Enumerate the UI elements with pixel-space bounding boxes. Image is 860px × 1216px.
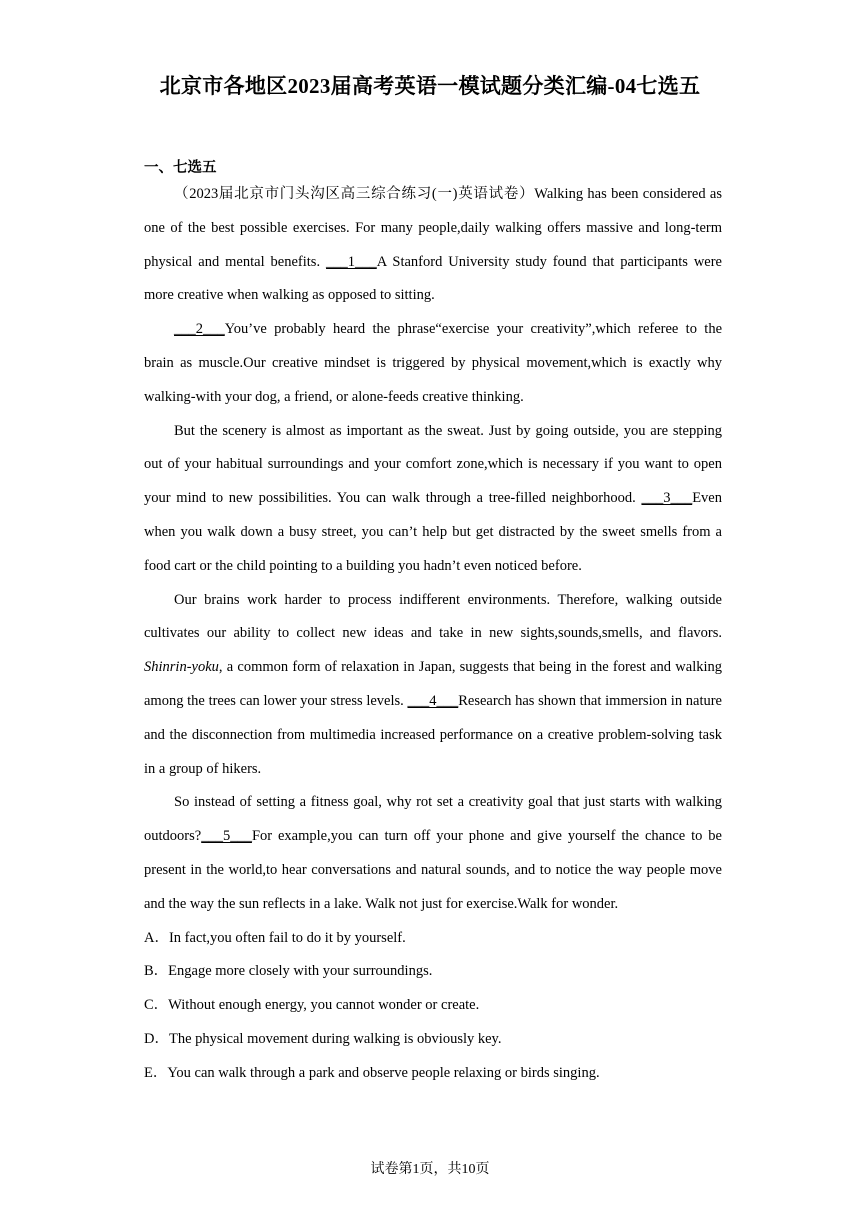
paragraph-2 (144, 313, 722, 414)
blank-4: ___4___ (407, 692, 459, 709)
source-note: （2023届北京市门头沟区高三综合练习(一)英语试卷） (174, 186, 535, 202)
paragraph-text: Research has shown that immersion in nature and the disconnection from multimedia increased performance on a creative problem-solving task in a group of hikers. (144, 692, 722, 777)
blank-5: ___5___ (201, 828, 252, 845)
paragraph-text: Walking has been considered as one of the best possible exercises. For many people,daily walking offers massive and long-term physical and mental benefits. (144, 186, 723, 270)
option-d: D．The physical movement during walking is obviously key. (144, 1030, 502, 1047)
section-heading: 一、七选五 (144, 160, 217, 176)
paragraph-5 (144, 786, 722, 921)
paragraph-text: Our brains work harder to process indifferent environments. Therefore, walking outside cultivates our ability to collect new ideas and take in new sights,sounds,smells, and flavors. (144, 591, 722, 642)
paragraph-text: So instead of setting a fitness goal, why rot set a creativity goal that just starts with walking outdoors? (144, 794, 722, 845)
option-c: C．Without enough energy, you cannot wonder or create. (144, 997, 480, 1014)
paragraph-1 (144, 178, 722, 313)
paragraph-text: , a common form of relaxation in Japan, suggests that being in the forest and walking among the trees can lower your stress levels. (144, 659, 722, 709)
option-b: B．Engage more closely with your surroundings. (144, 963, 433, 980)
paragraph-text: But the scenery is almost as important as the sweat. Just by going outside, you are stepping out of your habitual surroundings and your comfort zone,which is necessary if you want to open your mind to new possibilities. You can walk through a tree-filled neighborhood. (144, 422, 722, 507)
paragraph-4 (144, 584, 722, 787)
option-e: E．You can walk through a park and observe people relaxing or birds singing. (144, 1064, 600, 1081)
option-a: A．In fact,you often fail to do it by yourself. (144, 929, 406, 946)
answer-options (144, 922, 722, 1091)
italic-term: Shinrin-yoku (144, 659, 219, 676)
passage (144, 178, 722, 1091)
page-footer: 试卷第1页，共10页 (370, 1162, 490, 1177)
blank-1: ___1___ (326, 253, 377, 270)
blank-2: ___2___ (174, 321, 225, 338)
paragraph-3 (144, 415, 722, 584)
paragraph-text: Even when you walk down a busy street, you can’t help but get distracted by the sweet smells from a food cart or the child pointing to a building you hadn’t even noticed before. (144, 490, 722, 574)
paragraph-text: You’ve probably heard the phrase“exercise your creativity”,which referee to the brain as muscle.Our creative mindset is triggered by physical movement,which is exactly why walking-with your dog, a friend, or alone-feeds creative thinking. (144, 321, 722, 405)
paragraph-text: For example,you can turn off your phone and give yourself the chance to be present in the world,to hear conversations and natural sounds, and to notice the way people move and the way the sun reflects in a lake. Walk not just for exercise.Walk for wonder. (144, 828, 722, 912)
blank-3: ___3___ (641, 490, 693, 507)
paragraph-text: A Stanford University study found that participants were more creative when walking as opposed to sitting. (144, 253, 722, 304)
document-title: 北京市各地区2023届高考英语一模试题分类汇编-04七选五 (159, 74, 701, 98)
